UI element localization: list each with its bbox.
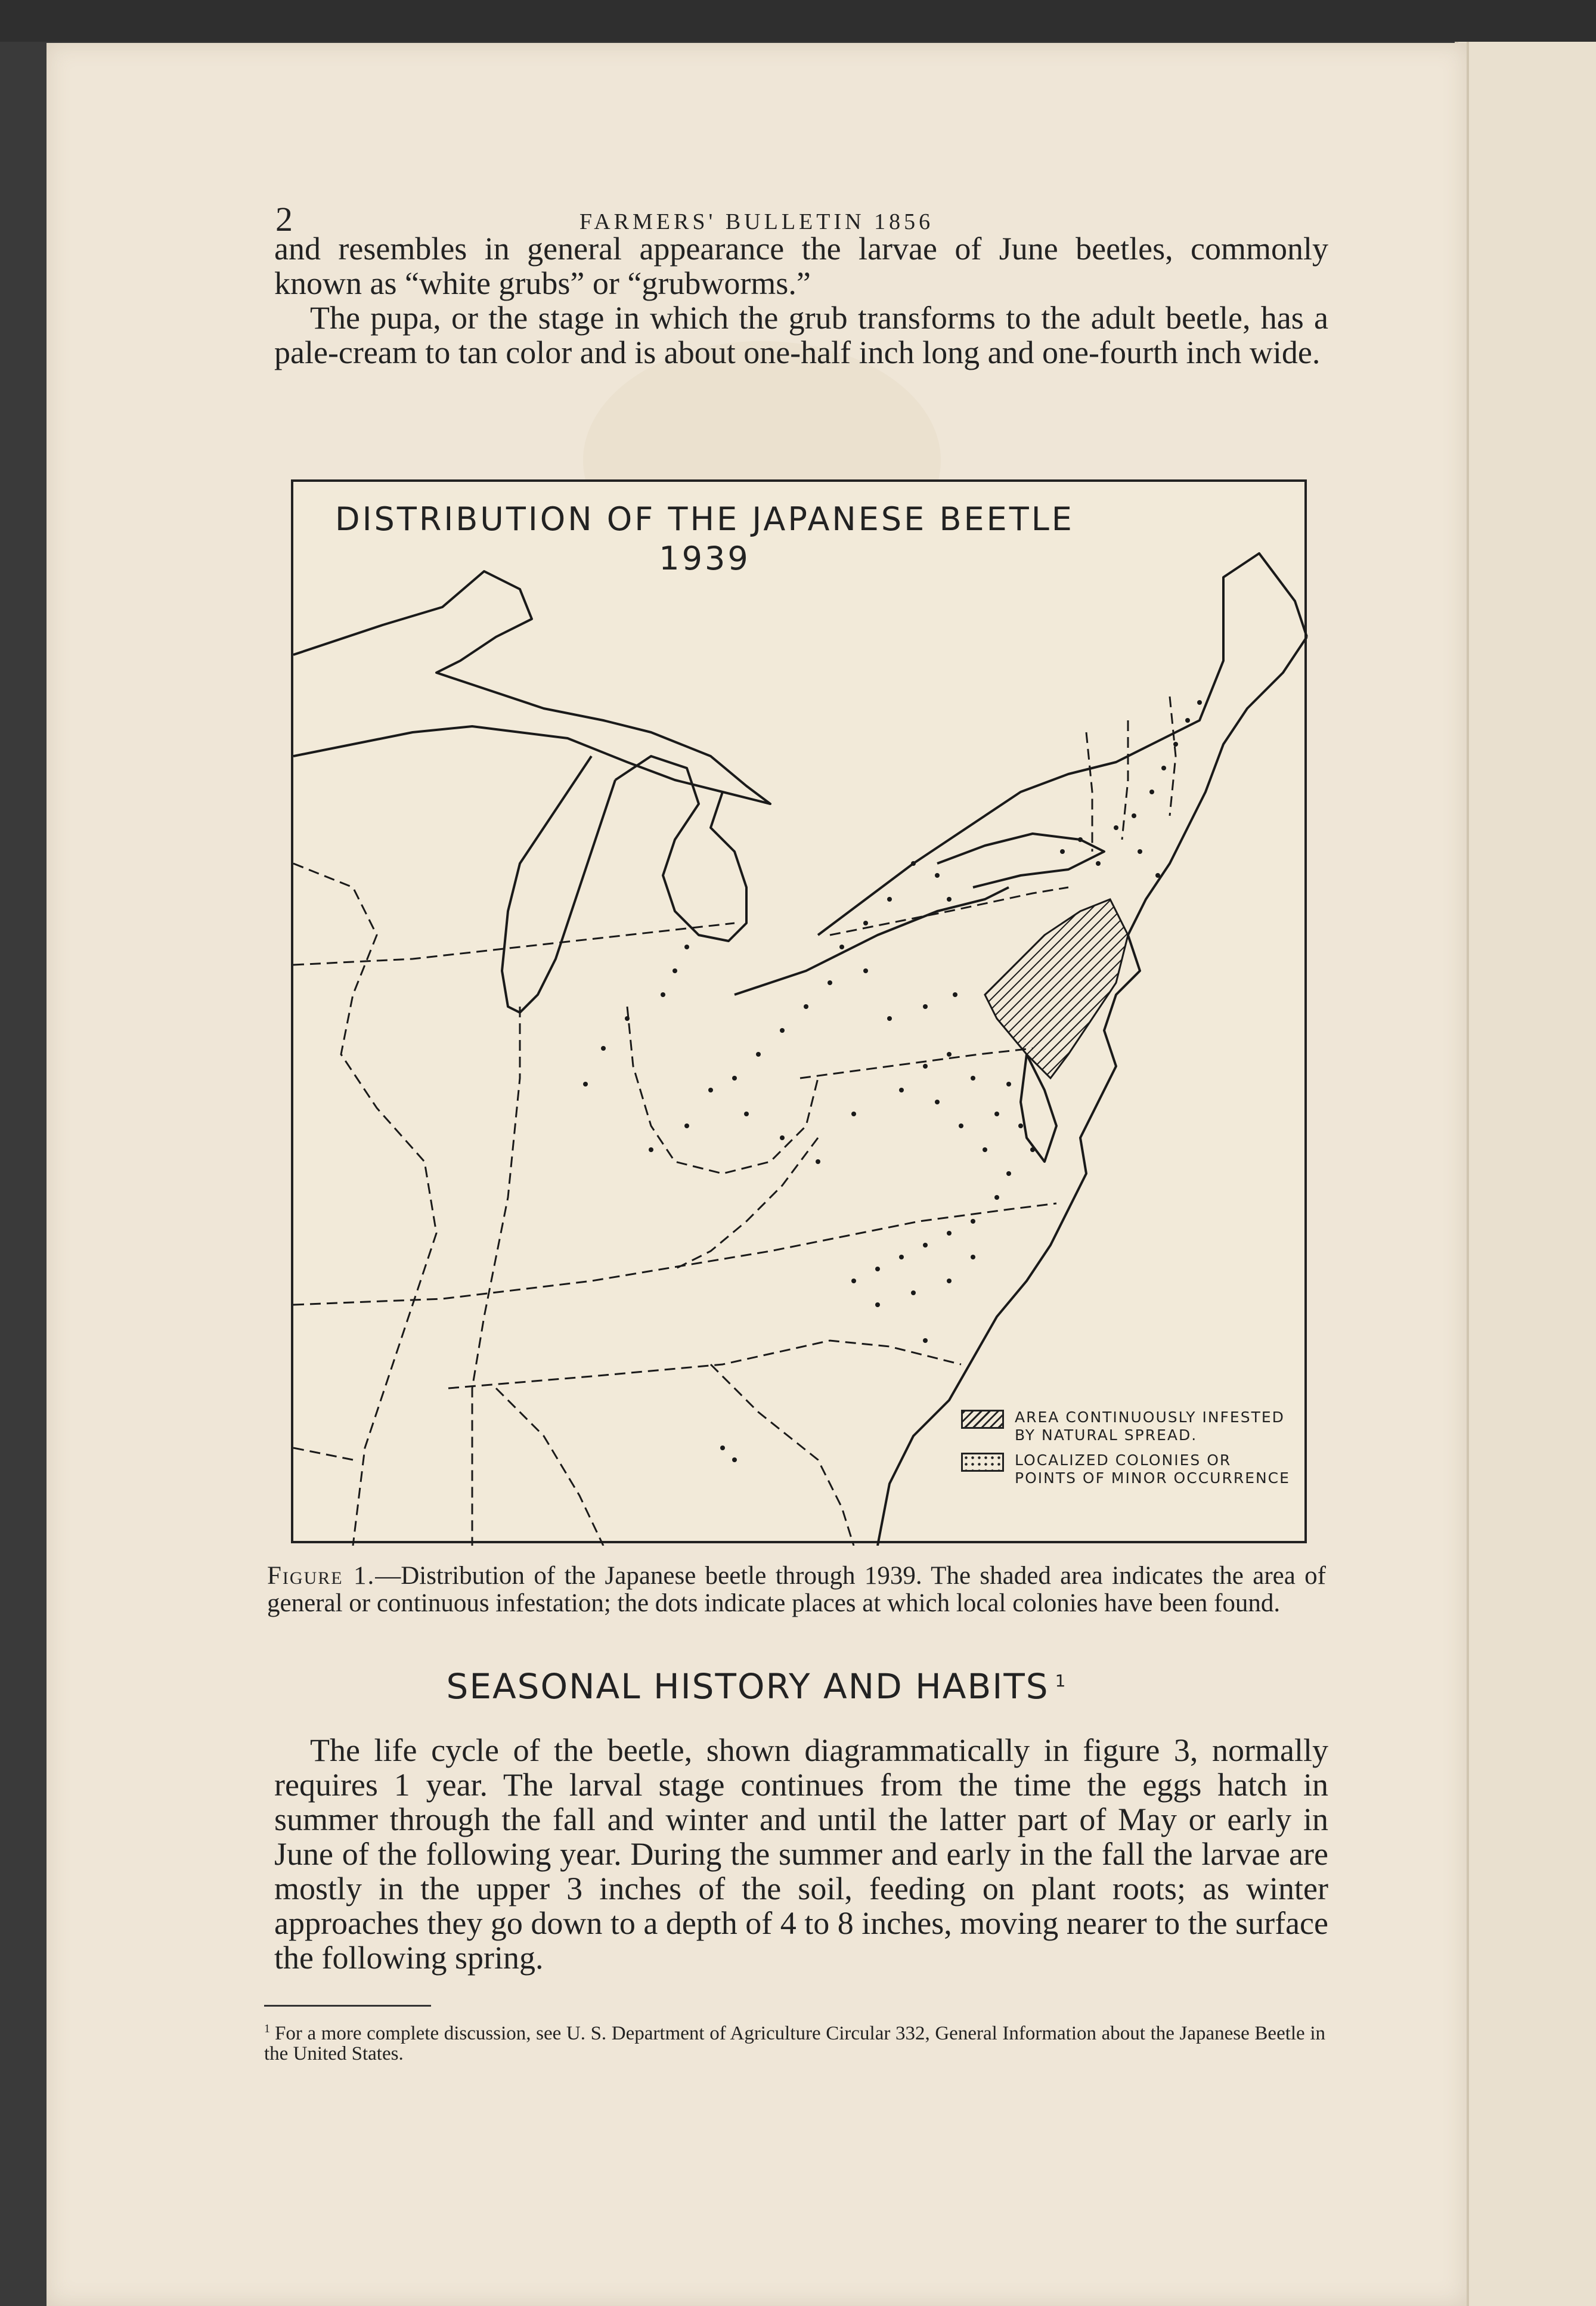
legend-dotted-line-2: POINTS OF MINOR OCCURRENCE	[1015, 1469, 1290, 1487]
intro-paragraph-1: and resembles in general appearance the larvae of June beetles, commonly known as “white grubs” or “grubworms.”	[274, 231, 1328, 301]
running-head: FARMERS' BULLETIN 1856	[579, 209, 934, 234]
state-line-nh-me	[1170, 697, 1176, 816]
lake-michigan	[502, 756, 615, 1013]
state-line-ohio-north	[293, 923, 735, 965]
lake-ontario-shore	[937, 834, 1104, 887]
map-title	[293, 500, 1116, 578]
lake-superior-shore	[293, 571, 770, 804]
legend-dotted-swatch	[961, 1453, 1004, 1472]
st-lawrence	[818, 553, 1307, 935]
legend-hatched-line-2: BY NATURAL SPREAD.	[1015, 1426, 1198, 1444]
state-line-va-wv	[675, 1138, 818, 1269]
footnote-text: For a more complete discussion, see U. S. Department of Agriculture Circular 332, General Information about the Japanese Beetle in the United States.	[264, 2023, 1325, 2064]
facing-page-edge	[1455, 42, 1596, 2306]
scan-background	[0, 0, 1596, 42]
state-line-nc-sc	[448, 1341, 961, 1388]
intro-paragraph-2: The pupa, or the stage in which the grub transforms to the adult beetle, has a pale-cream to tan color and is about one-half inch long and one-fourth inch wide.	[274, 300, 1328, 370]
state-line-west-3	[293, 1448, 353, 1460]
footnote-mark: 1	[264, 2022, 270, 2035]
state-line-west-2	[472, 1007, 520, 1546]
legend-dotted-line-1: LOCALIZED COLONIES OR	[1015, 1451, 1232, 1469]
caption-label: Figure 1.	[267, 1562, 376, 1590]
legend-hatched-line-1: AREA CONTINUOUSLY INFESTED	[1015, 1409, 1285, 1426]
state-line-ohio-wv	[627, 1007, 818, 1174]
state-line-vt-nh	[1122, 720, 1128, 840]
footnote-divider	[264, 2005, 431, 2007]
footnote-reference: 1	[1055, 1670, 1067, 1691]
map-title-line-1: DISTRIBUTION OF THE JAPANESE BEETLE	[335, 500, 1074, 538]
distribution-map	[293, 482, 1309, 1546]
footnote	[264, 2019, 1325, 2064]
state-line-pa-ny	[830, 887, 1068, 935]
distribution-map-figure	[291, 479, 1307, 1543]
section-heading-text: SEASONAL HISTORY AND HABITS	[446, 1666, 1049, 1707]
legend-hatched-label	[1015, 1409, 1285, 1444]
state-line-ny-vt	[1086, 732, 1092, 852]
lake-erie-shore	[735, 887, 1009, 995]
michigan-lower-peninsula	[615, 756, 746, 941]
state-line-va-nc	[293, 1203, 1056, 1305]
section-heading	[47, 1666, 1467, 1707]
map-title-line-2: 1939	[659, 540, 751, 577]
caption-text: —Distribution of the Japanese beetle through 1939. The shaded area indicates the area of general or continuous infestation; the dots indicate places at which local colonies have been found.	[267, 1562, 1327, 1617]
legend-dotted-label	[1015, 1451, 1290, 1487]
legend-hatched-swatch	[961, 1410, 1004, 1429]
page-number: 2	[275, 200, 293, 239]
figure-caption	[267, 1562, 1326, 1617]
state-line-nc-tn	[496, 1388, 603, 1546]
state-line-pa-md	[800, 1048, 1033, 1078]
bulletin-page	[47, 43, 1467, 2306]
state-line-west-1	[293, 863, 436, 1546]
state-line-sc-ga	[711, 1364, 854, 1546]
section-paragraph: The life cycle of the beetle, shown diagrammatically in figure 3, normally requires 1 year. The larval stage continues from the time the eggs hatch in summer through the fall and winter and until the latter part of May or early in June of the following year. During the summer and early in the fall the larvae are mostly in the upper 3 inches of the soil, feeding on plant roots; as winter approaches they go down to a depth of 4 to 8 inches, moving nearer to the surface the following spring.	[274, 1732, 1328, 1976]
